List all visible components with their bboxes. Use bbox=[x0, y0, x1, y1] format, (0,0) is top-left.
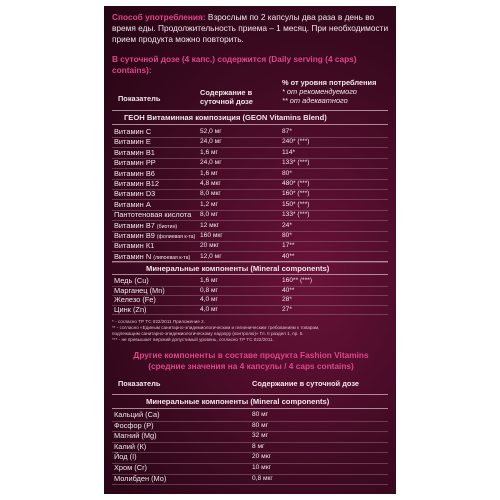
other-components-heading bbox=[112, 350, 390, 371]
nutrient-percent: 240* (***) bbox=[282, 138, 310, 146]
nutrient-amount: 52,0 мг bbox=[200, 128, 222, 135]
table-row bbox=[114, 231, 390, 241]
nutrient-amount: 24,0 мг bbox=[200, 138, 222, 146]
nutrient-name bbox=[114, 137, 151, 147]
table-row bbox=[114, 189, 390, 199]
row-separator bbox=[112, 314, 388, 315]
other-components-heading-line2: (средние значения на 4 капсулы / 4 caps contains) bbox=[148, 360, 354, 371]
nutrient-amount: 160 мкг bbox=[200, 232, 223, 239]
usage-instructions bbox=[112, 12, 390, 45]
footnote: *** - не превышает верхний допустимый уровень, согласно ТР ТС 022/2011. bbox=[112, 337, 274, 342]
nutrient-name bbox=[114, 200, 151, 210]
nutrient-name bbox=[114, 241, 154, 251]
mineral-name: Железо (Fe) bbox=[114, 295, 156, 305]
table-divider bbox=[112, 274, 388, 275]
nutrient-percent: 40** bbox=[282, 252, 295, 260]
table-divider bbox=[112, 124, 388, 125]
table-row bbox=[114, 241, 390, 251]
nutrient-name-text: Витамин РР bbox=[114, 158, 156, 168]
table-row bbox=[114, 252, 390, 262]
nutrient-name-text: Витамин В9 bbox=[114, 231, 155, 240]
nutrient-name-text: Витамин В7 bbox=[114, 220, 155, 230]
table-row bbox=[114, 295, 390, 305]
table-row bbox=[114, 137, 390, 147]
usage-text: Взрослым по 2 капсулы два раза в день во время еды. Продолжительность приема – 1 месяц. При необходимости прием продукта можно повторить. bbox=[112, 12, 389, 44]
table-row bbox=[114, 442, 390, 453]
mineral-name: Марганец (Mn) bbox=[114, 285, 165, 295]
nutrient-percent: 480* (***) bbox=[282, 180, 310, 187]
component-amount: 32 мг bbox=[252, 432, 269, 440]
mineral-percent: 40** bbox=[282, 286, 295, 294]
nutrient-name bbox=[114, 148, 155, 158]
nutrient-amount: 8,0 мг bbox=[200, 211, 218, 219]
vitamin-blend-heading: ГЕОН Витаминная композиция (GEON Vitamins Blend) bbox=[124, 113, 327, 122]
table-row bbox=[114, 158, 390, 168]
nutrient-percent: 160* (***) bbox=[282, 190, 310, 198]
mineral-amount: 1,6 мг bbox=[200, 277, 218, 284]
component-name: Калий (К) bbox=[114, 441, 147, 451]
nutrient-name bbox=[114, 210, 191, 220]
nutrient-amount: 8,0 мкг bbox=[200, 190, 221, 198]
mineral-name: Цинк (Zn) bbox=[114, 304, 147, 314]
table-row bbox=[114, 200, 390, 210]
table-row bbox=[114, 463, 390, 474]
nutrient-percent: 80* bbox=[282, 232, 292, 239]
component-amount: 80 мг bbox=[252, 421, 269, 429]
nutrient-amount: 12 мкг bbox=[200, 221, 219, 229]
mineral-amount: 4,0 мг bbox=[200, 296, 218, 304]
table2-col-header-amount: Содержание в суточной дозе bbox=[252, 379, 360, 388]
component-amount: 8 мг bbox=[252, 442, 265, 450]
mineral-percent: 28* bbox=[282, 296, 292, 304]
nutrient-amount: 24,0 мг bbox=[200, 159, 222, 167]
nutrient-name-note: (липоевая к-та) bbox=[153, 254, 191, 261]
nutrient-amount: 1,6 мг bbox=[200, 169, 218, 177]
nutrient-amount: 12,0 мг bbox=[200, 252, 222, 260]
footnote: ** - согласно «Единым санитарно-эпидемиологическим и гигиеническим требованиям к товарам, bbox=[112, 325, 320, 330]
nutrient-name-text: Пантотеновая кислота bbox=[114, 210, 192, 220]
nutrient-percent: 24* bbox=[282, 221, 292, 229]
nutrient-name bbox=[114, 179, 159, 189]
component-name: Фосфор (Р) bbox=[114, 420, 154, 430]
component-name: Магний (Mg) bbox=[114, 431, 157, 441]
mineral-amount: 0,8 мг bbox=[200, 286, 218, 294]
row-separator bbox=[112, 262, 388, 263]
nutrient-percent: 87* bbox=[282, 128, 292, 135]
mineral-name: Медь (Cu) bbox=[114, 276, 149, 285]
col-header-percent-title: % от уровня потребления bbox=[282, 78, 377, 87]
nutrient-name-text: Витамин С bbox=[114, 127, 152, 136]
nutrient-amount: 20 мкг bbox=[200, 242, 219, 250]
nutrient-name bbox=[114, 189, 155, 199]
nutrient-name-text: Витамин К1 bbox=[114, 241, 155, 251]
table2-col-header-indicator: Показатель bbox=[118, 379, 161, 388]
product-label-panel bbox=[104, 6, 396, 494]
nutrient-name bbox=[114, 127, 151, 137]
table-row bbox=[114, 474, 390, 485]
nutrient-name-note: (биотин) bbox=[156, 223, 178, 230]
component-name: Молибден (Mo) bbox=[114, 473, 167, 483]
table2-mineral-heading: Минеральные компоненты (Mineral components) bbox=[146, 397, 330, 406]
nutrient-percent: 133* (***) bbox=[282, 159, 310, 167]
nutrient-amount: 1,6 мг bbox=[200, 148, 218, 156]
nutrient-name bbox=[114, 158, 156, 168]
table-row bbox=[114, 421, 390, 432]
nutrient-percent: 133* (***) bbox=[282, 211, 310, 219]
nutrient-name-text: Витамин В12 bbox=[114, 179, 159, 188]
col-header-percent-note2: ** от адекватного bbox=[282, 96, 348, 105]
table-divider bbox=[112, 394, 388, 395]
nutrient-name-text: Витамин А bbox=[114, 199, 151, 209]
footnote: подлежащим санитарно-эпидемиологическому надзору (контролю)» Гл. II раздел 1, пр. 5. bbox=[112, 331, 304, 336]
col-header-amount: Содержание в суточной дозе bbox=[200, 88, 253, 106]
table-row bbox=[114, 410, 390, 421]
component-amount: 10 мкг bbox=[252, 464, 271, 471]
nutrient-amount: 4,8 мкг bbox=[200, 180, 221, 187]
nutrient-name-text: Витамин В6 bbox=[114, 168, 155, 178]
row-separator bbox=[112, 484, 388, 485]
footnote: * - согласно ТР ТС 022/2011 Приложение 2. bbox=[112, 319, 205, 324]
table-row bbox=[114, 169, 390, 179]
nutrient-name-text: Витамин В1 bbox=[114, 147, 155, 157]
nutrient-name-text: Витамин Е bbox=[114, 137, 151, 147]
table-row bbox=[114, 452, 390, 463]
mineral-percent: 160** (***) bbox=[282, 277, 313, 284]
table-row bbox=[114, 286, 390, 296]
nutrient-name bbox=[114, 169, 155, 179]
nutrient-name-text: Витамин N bbox=[114, 251, 152, 261]
component-amount: 0,8 мкг bbox=[252, 474, 273, 482]
nutrient-name-note: (фолиевая к-та) bbox=[156, 234, 196, 240]
footnotes bbox=[112, 319, 390, 343]
component-amount: 20 мкг bbox=[252, 453, 271, 461]
table-row bbox=[114, 179, 390, 189]
col-header-percent bbox=[282, 78, 392, 105]
col-header-indicator: Показатель bbox=[118, 94, 161, 103]
component-amount: 80 мг bbox=[252, 411, 269, 418]
table-row bbox=[114, 127, 390, 137]
table-row bbox=[114, 276, 390, 286]
mineral-percent: 27* bbox=[282, 305, 292, 313]
table-row bbox=[114, 148, 390, 158]
col-header-percent-note1: * от рекомендуемого bbox=[282, 87, 357, 96]
table-row bbox=[114, 431, 390, 442]
table-row bbox=[114, 305, 390, 315]
nutrient-percent: 80* bbox=[282, 169, 292, 177]
table-row bbox=[114, 221, 390, 231]
table-row bbox=[114, 210, 390, 220]
component-name: Хром (Cr) bbox=[114, 463, 148, 472]
nutrient-amount: 1,2 мг bbox=[200, 200, 218, 208]
mineral-heading: Минеральные компоненты (Mineral components) bbox=[146, 264, 330, 273]
usage-label: Способ употребления: bbox=[112, 12, 206, 22]
table-divider bbox=[112, 110, 388, 111]
other-components-heading-line1: Другие компоненты в составе продукта Fashion Vitamins bbox=[133, 350, 369, 360]
component-name: Йод (I) bbox=[114, 452, 137, 462]
nutrient-percent: 17** bbox=[282, 242, 295, 250]
table-divider bbox=[112, 408, 388, 409]
component-name: Кальций (Са) bbox=[114, 410, 160, 419]
mineral-amount: 4,0 мг bbox=[200, 305, 218, 313]
nutrient-percent: 114* bbox=[282, 148, 296, 156]
nutrient-percent: 150* (***) bbox=[282, 200, 310, 208]
nutrient-name-text: Витамин D3 bbox=[114, 189, 156, 199]
daily-dose-heading: В суточной дозе (4 капс.) содержится (Daily serving (4 caps) contains): bbox=[112, 54, 357, 75]
